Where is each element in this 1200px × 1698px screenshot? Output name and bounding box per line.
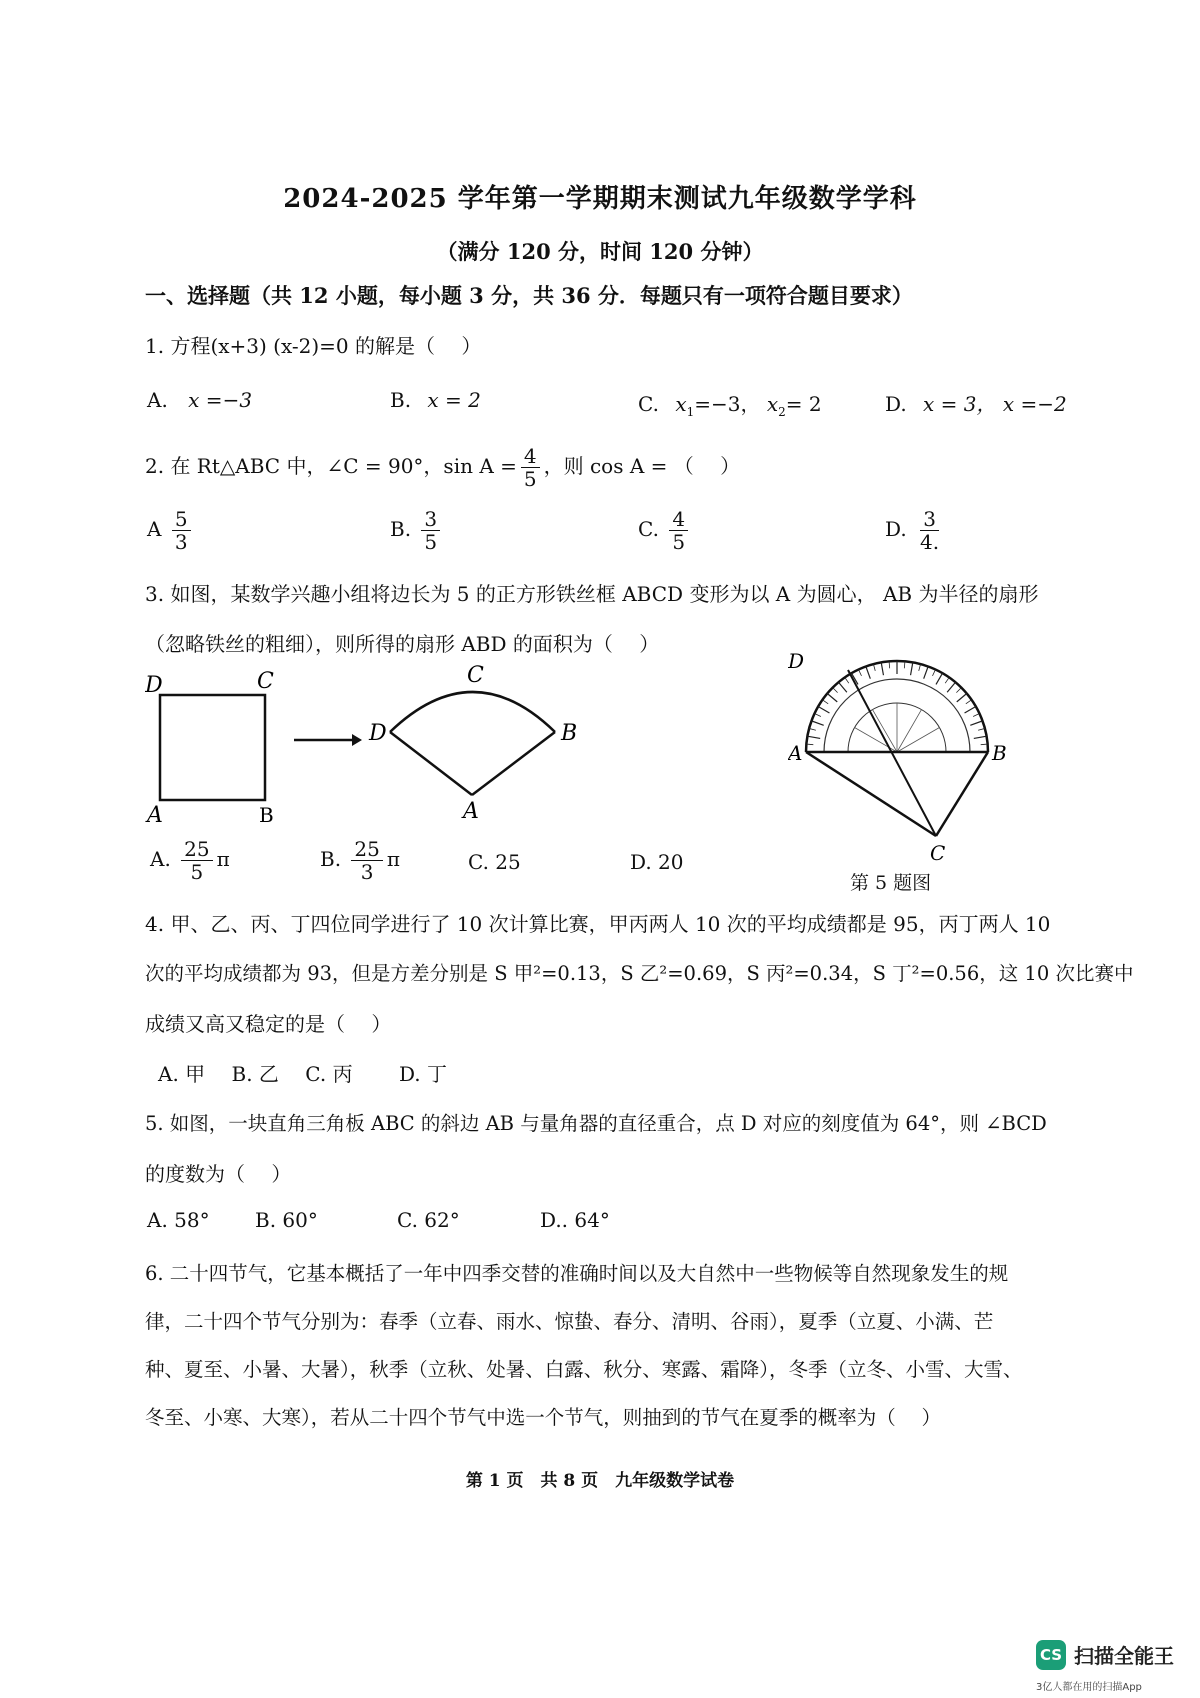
- q2-option-d: [885, 508, 946, 553]
- protractor-tick: [973, 714, 979, 717]
- protractor-tick: [818, 707, 829, 714]
- protractor-tick: [932, 670, 935, 676]
- option-letter: A.: [150, 847, 171, 871]
- q1-option-a: [147, 388, 252, 412]
- square-frame: [160, 695, 265, 800]
- fraction: $\frac{3}{5}$: [421, 508, 440, 553]
- option-value: x = 2: [427, 388, 481, 412]
- q6-line-2: 律，二十四个节气分别为：春季（立春、雨水、惊蛰、春分、清明、谷雨），夏季（立夏、小满、芒: [145, 1310, 994, 1333]
- q1-option-d: [885, 388, 1067, 417]
- q5-option-c: C. 62°: [397, 1208, 460, 1232]
- square-figure: [145, 665, 285, 825]
- option-subscript: 2: [778, 405, 786, 419]
- fraction: $\frac{25}{5}$: [181, 838, 212, 883]
- option-value: x =−3: [188, 388, 253, 412]
- q3-option-c: C. 25: [468, 850, 521, 874]
- q5-option-b: B. 60°: [255, 1208, 318, 1232]
- side-bc: [936, 752, 988, 836]
- label-a: A: [463, 799, 479, 820]
- protractor-guide-line: [897, 728, 939, 753]
- protractor-tick: [822, 700, 828, 704]
- sector-arc: [390, 692, 555, 732]
- fraction: $\frac{4}{5}$: [521, 445, 540, 490]
- q2-stem: [145, 445, 740, 490]
- option-var: x: [766, 392, 779, 416]
- q1-option-c: [638, 388, 822, 419]
- protractor-tick: [947, 682, 955, 692]
- option-letter: D.: [885, 392, 907, 416]
- q5-option-d: D.. 64°: [540, 1208, 610, 1232]
- protractor-tick: [866, 666, 870, 678]
- protractor-figure: [788, 648, 1008, 878]
- label-b: B: [561, 721, 578, 746]
- label-d: D: [788, 649, 805, 673]
- q3-line-1: 3. 如图，某数学兴趣小组将边长为 5 的正方形铁丝框 ABCD 变形为以 A 为圆心， AB 为半径的扇形: [145, 582, 1039, 606]
- protractor-tick: [970, 721, 982, 725]
- watermark-app-name: 扫描全能王: [1074, 1644, 1174, 1668]
- q2-option-c: [638, 508, 692, 553]
- option-letter: B.: [390, 517, 412, 541]
- figure-5-caption: 第 5 题图: [850, 872, 932, 894]
- option-letter: B.: [320, 847, 342, 871]
- exam-title: 2024-2025 学年第一学期期末测试九年级数学学科: [283, 184, 917, 214]
- q4-options: A. 甲 B. 乙 C. 丙 D. 丁: [158, 1062, 447, 1086]
- q4-line-1: 4. 甲、乙、丙、丁四位同学进行了 10 次计算比赛，甲丙两人 10 次的平均成绩都是 95，丙丁两人 10: [145, 912, 1051, 936]
- q4-line-2: 次的平均成绩都为 93，但是方差分别是 S 甲²=0.13，S 乙²=0.69，S 丙²=0.34，S 丁²=0.56，这 10 次比赛中: [145, 962, 1134, 985]
- protractor-tick: [966, 700, 972, 704]
- q2-stem-text: ，则 cos A = （ ）: [543, 454, 741, 478]
- label-c: C: [257, 669, 274, 694]
- option-subscript: 1: [686, 405, 695, 419]
- q1-option-b: [390, 388, 481, 412]
- q3-option-a: [150, 838, 230, 883]
- fraction: $\frac{25}{3}$: [351, 838, 382, 883]
- protractor-tick: [807, 736, 820, 738]
- protractor-tick: [974, 736, 987, 738]
- camscanner-logo-icon: CS: [1036, 1640, 1066, 1670]
- protractor-guide-line: [897, 710, 922, 752]
- protractor-tick: [827, 694, 837, 702]
- section-heading: 一、选择题（共 12 小题，每小题 3 分，共 36 分．每题只有一项符合题目要求）: [145, 283, 913, 308]
- label-d: D: [369, 721, 387, 746]
- pi-symbol: π: [386, 847, 401, 871]
- protractor-tick: [956, 688, 961, 693]
- option-value: x = 3， x =−2: [923, 392, 1067, 416]
- q5-line-2: 的度数为（ ）: [145, 1162, 292, 1186]
- protractor-tick: [957, 694, 967, 702]
- option-value: =−3，: [694, 392, 761, 416]
- label-c: C: [467, 663, 484, 688]
- fraction: $\frac{3}{4.}$: [920, 507, 940, 554]
- option-letter: A.: [147, 388, 168, 412]
- label-b: B: [259, 803, 274, 825]
- label-a: A: [147, 803, 163, 825]
- protractor-tick: [924, 666, 928, 678]
- protractor-tick: [881, 662, 883, 675]
- q2-option-a: [147, 508, 195, 553]
- watermark-tagline: 3亿人都在用的扫描App: [1036, 1682, 1142, 1693]
- protractor-guide-line: [873, 710, 898, 752]
- option-letter: B.: [390, 388, 412, 412]
- q3-line-2: （忽略铁丝的粗细），则所得的扇形 ABD 的面积为（ ）: [145, 632, 660, 656]
- label-b: B: [992, 741, 1007, 765]
- sector-figure: [365, 660, 585, 820]
- q6-line-3: 种、夏至、小暑、大暑），秋季（立秋、处暑、白露、秋分、寒露、霜降），冬季（立冬、小雪、大雪、: [145, 1358, 1023, 1381]
- radius-ab: [472, 732, 555, 795]
- protractor-tick: [965, 707, 976, 714]
- protractor-tick: [833, 688, 838, 693]
- label-d: D: [145, 673, 163, 698]
- option-var: x: [675, 392, 687, 416]
- option-letter: C.: [638, 517, 659, 541]
- protractor-tick: [911, 662, 913, 675]
- protractor-tick: [845, 677, 849, 683]
- q2-stem-text: 2. 在 Rt△ABC 中，∠C = 90°，sin A =: [145, 454, 517, 478]
- q3-option-d: D. 20: [630, 850, 684, 874]
- radius-ad: [390, 732, 472, 795]
- protractor-tick: [839, 682, 847, 692]
- label-c: C: [930, 841, 946, 865]
- protractor-tick: [945, 677, 949, 683]
- pi-symbol: π: [216, 847, 230, 871]
- q4-line-3: 成绩又高又稳定的是（ ）: [145, 1012, 392, 1036]
- q5-option-a: A. 58°: [147, 1208, 210, 1232]
- protractor-tick: [859, 670, 862, 676]
- exam-subtitle: （满分 120 分，时间 120 分钟）: [436, 239, 764, 264]
- q1-stem: 1. 方程(x+3) (x-2)=0 的解是（ ）: [145, 334, 482, 358]
- transform-arrow-icon: [292, 730, 362, 750]
- q6-line-4: 冬至、小寒、大寒），若从二十四个节气中选一个节气，则抽到的节气在夏季的概率为（ ）: [145, 1406, 941, 1429]
- q5-line-1: 5. 如图，一块直角三角板 ABC 的斜边 AB 与量角器的直径重合，点 D 对应的刻度值为 64°，则 ∠BCD: [145, 1112, 1047, 1135]
- option-letter: C.: [638, 392, 659, 416]
- protractor-ticks: [806, 661, 988, 752]
- fraction: $\frac{4}{5}$: [669, 508, 688, 553]
- side-ac: [806, 752, 936, 836]
- label-a: A: [788, 741, 803, 765]
- q3-option-b: [320, 838, 400, 883]
- protractor-tick: [936, 673, 943, 684]
- q2-option-b: [390, 508, 444, 553]
- fraction: $\frac{5}{3}$: [172, 508, 191, 553]
- q6-line-1: 6. 二十四节气，它基本概括了一年中四季交替的准确时间以及大自然中一些物候等自然现象发生的规: [145, 1262, 1009, 1285]
- protractor-tick: [815, 714, 821, 717]
- option-value: = 2: [785, 392, 822, 416]
- option-letter: D.: [885, 517, 907, 541]
- page-footer: 第 1 页 共 8 页 九年级数学试卷: [465, 1471, 735, 1491]
- option-letter: A: [147, 517, 162, 541]
- protractor-tick: [811, 721, 823, 725]
